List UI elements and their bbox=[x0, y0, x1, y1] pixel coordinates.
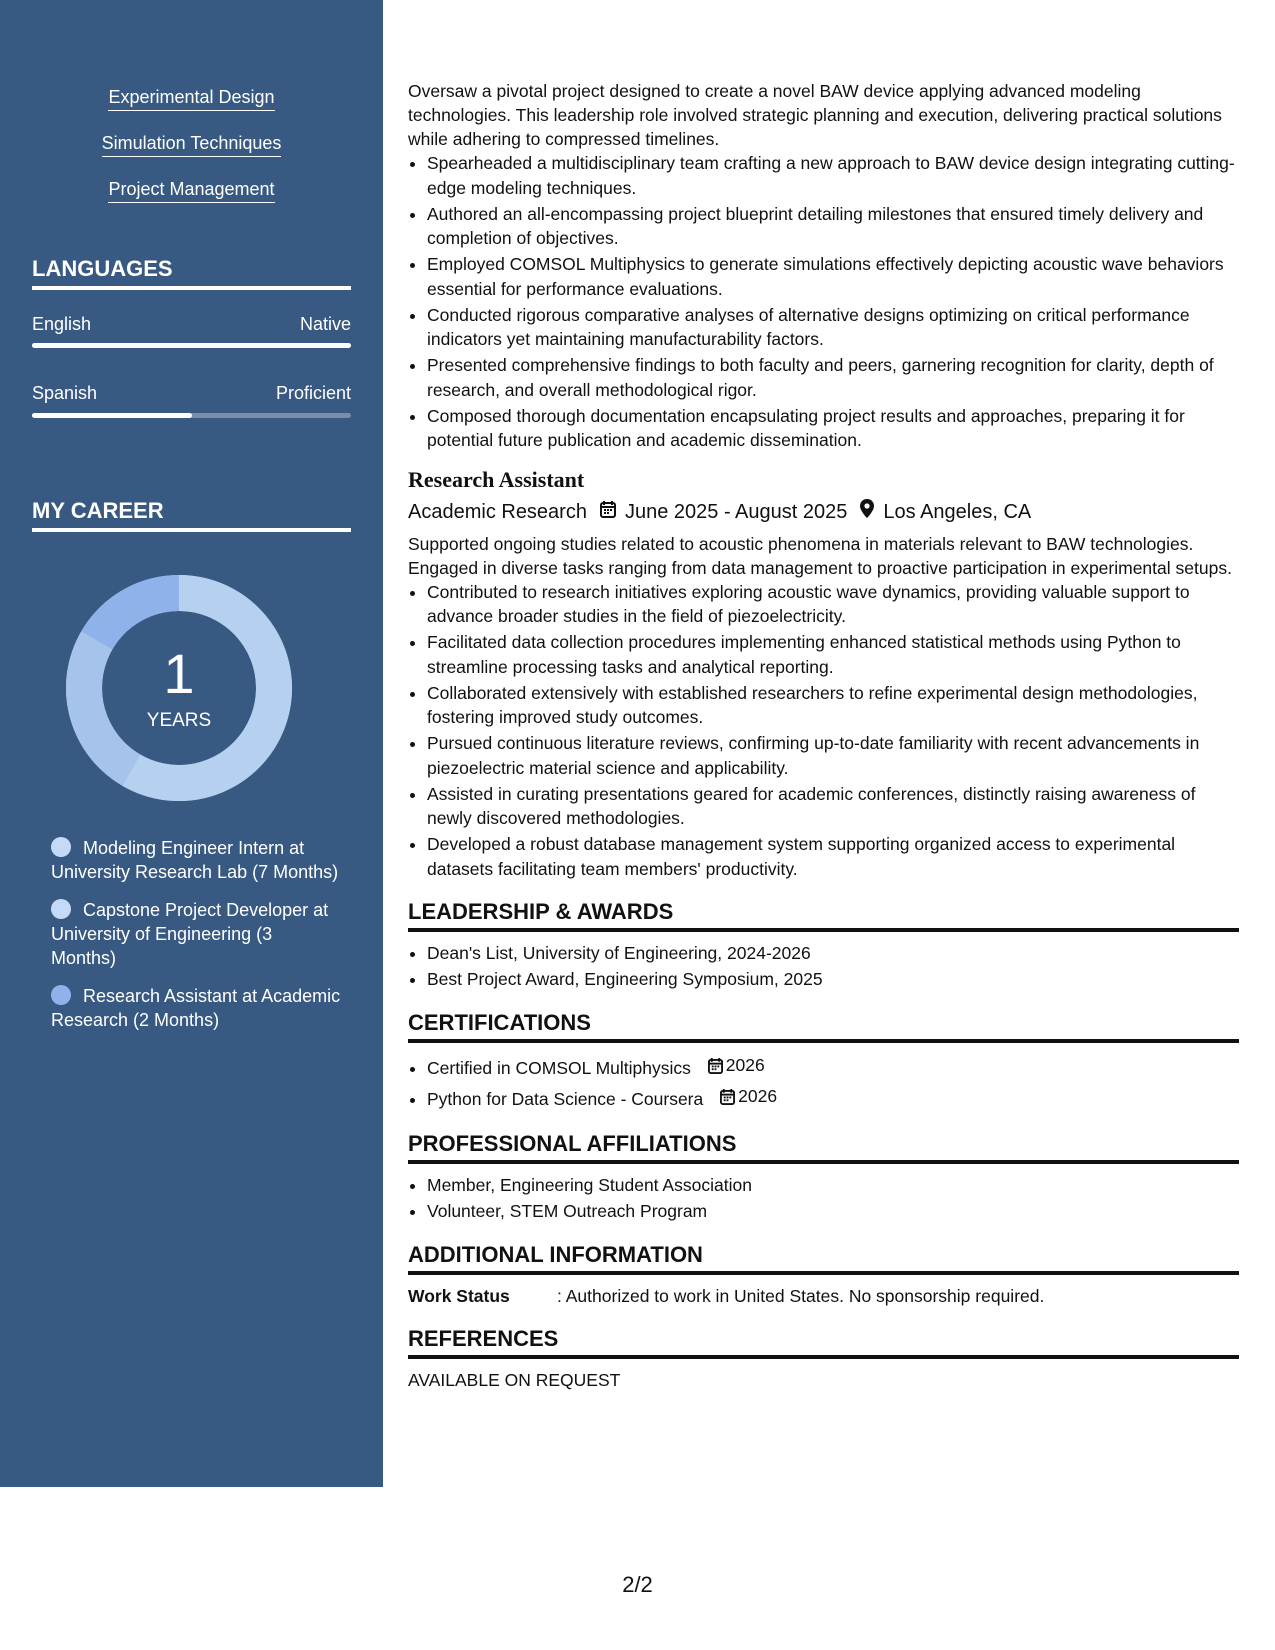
certifications-list bbox=[408, 1052, 1239, 1114]
bullet-item: • Conducted rigorous comparative analyses of alternative designs optimizing on critical performance indicators yet maintaining manufacturability factors. bbox=[427, 303, 1239, 352]
skill-experimental-design: Experimental Design bbox=[108, 86, 274, 111]
job-location: Los Angeles, CA bbox=[883, 500, 1032, 523]
certification-date bbox=[708, 1052, 765, 1079]
work-status-label: Work Status bbox=[408, 1285, 510, 1306]
bullet-item: • Spearheaded a multidisciplinary team crafting a new approach to BAW device design integrating cutting-edge modeling techniques. bbox=[427, 151, 1239, 200]
bullet-item: • Authored an all-encompassing project blueprint detailing milestones that ensured timely delivery and completion of objectives. bbox=[427, 202, 1239, 251]
language-name: Spanish bbox=[32, 383, 98, 403]
certification-year: 2026 bbox=[738, 1086, 778, 1106]
sidebar bbox=[0, 0, 383, 1487]
project-summary: Oversaw a pivotal project designed to create a novel BAW device applying advanced modeling technologies. This leadership role involved strategic planning and execution, delivering practical solutions while adhering to compressed timelines. bbox=[408, 81, 1222, 149]
donut-segment bbox=[97, 593, 179, 641]
bullet-item: • Collaborated extensively with established researchers to refine experimental design methodologies, fostering improved study outcomes. bbox=[427, 681, 1239, 730]
bullet-item: • Pursued continuous literature reviews, confirming up-to-date familiarity with recent advancements in piezoelectric material science and applicability. bbox=[427, 731, 1239, 780]
bullet-item: • Employed COMSOL Multiphysics to generate simulations effectively depicting acoustic wave behaviors essential for performance evaluations. bbox=[427, 252, 1239, 301]
bullet-item: • Contributed to research initiatives exploring acoustic wave dynamics, providing valuable support to advance broader studies in the field of piezoelectricity. bbox=[427, 580, 1239, 629]
bullet-item: • Facilitated data collection procedures implementing enhanced statistical methods using Python to streamline processing tasks and analytical reporting. bbox=[427, 630, 1239, 679]
language-level: Native bbox=[299, 314, 351, 334]
bullet-item: • Presented comprehensive findings to both faculty and peers, garnering recognition for clarity, depth of research, and overall methodological rigor. bbox=[427, 353, 1239, 402]
career-dot-icon bbox=[51, 985, 71, 1005]
calendar-icon bbox=[720, 1088, 735, 1105]
work-status-row bbox=[408, 1284, 1239, 1308]
list-item: • Dean's List, University of Engineering, 2024-2026 bbox=[427, 941, 1239, 966]
career-item-text: Modeling Engineer Intern at University Research Lab (7 Months) bbox=[51, 838, 339, 882]
career-item-text: Research Assistant at Academic Research (2 Months) bbox=[51, 986, 341, 1030]
bullet-item: • Composed thorough documentation encapsulating project results and approaches, preparing it for potential future publication and academic dissemination. bbox=[427, 404, 1239, 453]
main-content bbox=[408, 79, 1239, 1392]
certification-year: 2026 bbox=[725, 1054, 765, 1075]
career-years-label: YEARS bbox=[146, 710, 212, 731]
references-heading: REFERENCES bbox=[408, 1326, 1239, 1359]
language-bar-fill bbox=[32, 343, 351, 348]
project-bullets bbox=[408, 151, 1239, 453]
language-bar-spanish bbox=[32, 413, 351, 418]
career-dot-icon bbox=[51, 899, 71, 919]
career-item bbox=[51, 898, 341, 970]
affiliations-heading: PROFESSIONAL AFFILIATIONS bbox=[408, 1131, 1239, 1164]
leadership-list bbox=[408, 941, 1239, 992]
job-dates: June 2025 - August 2025 bbox=[624, 500, 848, 523]
career-heading: MY CAREER bbox=[32, 498, 351, 532]
certification-item bbox=[427, 1083, 1239, 1113]
career-dot-icon bbox=[51, 837, 71, 857]
career-item-text: Capstone Project Developer at University of Engineering (3 Months) bbox=[51, 900, 329, 968]
leadership-heading: LEADERSHIP & AWARDS bbox=[408, 899, 1239, 932]
certification-date bbox=[720, 1083, 777, 1110]
job-company: Academic Research bbox=[408, 500, 587, 523]
list-item: • Member, Engineering Student Association bbox=[427, 1173, 1239, 1198]
certification-item bbox=[427, 1052, 1239, 1082]
language-level: Proficient bbox=[275, 383, 351, 403]
job-meta bbox=[408, 498, 1239, 526]
certification-name: Certified in COMSOL Multiphysics bbox=[427, 1057, 691, 1078]
bullet-item: • Assisted in curating presentations geared for academic conferences, distinctly raising awareness of newly discovered methodologies. bbox=[427, 782, 1239, 831]
certification-name: Python for Data Science - Coursera bbox=[427, 1089, 704, 1109]
language-bar-english bbox=[32, 343, 351, 348]
language-row-english bbox=[32, 313, 351, 335]
job-summary: Supported ongoing studies related to acoustic phenomena in materials relevant to BAW technologies. Engaged in diverse tasks ranging from data management to proactive participation in experimental setups. bbox=[408, 533, 1232, 578]
job-title: Research Assistant bbox=[408, 466, 585, 492]
languages-heading: LANGUAGES bbox=[32, 256, 351, 290]
job-bullets bbox=[408, 580, 1239, 882]
language-bar-fill bbox=[32, 413, 192, 418]
skill-project-management: Project Management bbox=[108, 178, 274, 203]
career-total-years: 1 bbox=[163, 642, 195, 705]
list-item: • Best Project Award, Engineering Symposium, 2025 bbox=[427, 967, 1239, 992]
affiliations-list bbox=[408, 1173, 1239, 1224]
language-name: English bbox=[32, 314, 92, 334]
skills-list bbox=[0, 86, 383, 224]
skill-simulation-techniques: Simulation Techniques bbox=[102, 132, 282, 157]
work-status-value: : Authorized to work in United States. No sponsorship required. bbox=[557, 1285, 1045, 1306]
career-item bbox=[51, 984, 341, 1032]
career-item bbox=[51, 836, 341, 884]
location-pin-icon bbox=[860, 498, 874, 526]
list-item: • Volunteer, STEM Outreach Program bbox=[427, 1199, 1239, 1224]
references-text: AVAILABLE ON REQUEST bbox=[408, 1369, 621, 1390]
page-number: 2/2 bbox=[622, 1572, 653, 1597]
calendar-icon bbox=[708, 1057, 723, 1074]
bullet-item: • Developed a robust database management system supporting organized access to experimental datasets facilitating team members' productivity. bbox=[427, 832, 1239, 881]
career-list bbox=[51, 836, 341, 1046]
calendar-icon bbox=[600, 498, 616, 526]
language-row-spanish bbox=[32, 382, 351, 404]
additional-info-heading: ADDITIONAL INFORMATION bbox=[408, 1242, 1239, 1275]
certifications-heading: CERTIFICATIONS bbox=[408, 1010, 1239, 1043]
